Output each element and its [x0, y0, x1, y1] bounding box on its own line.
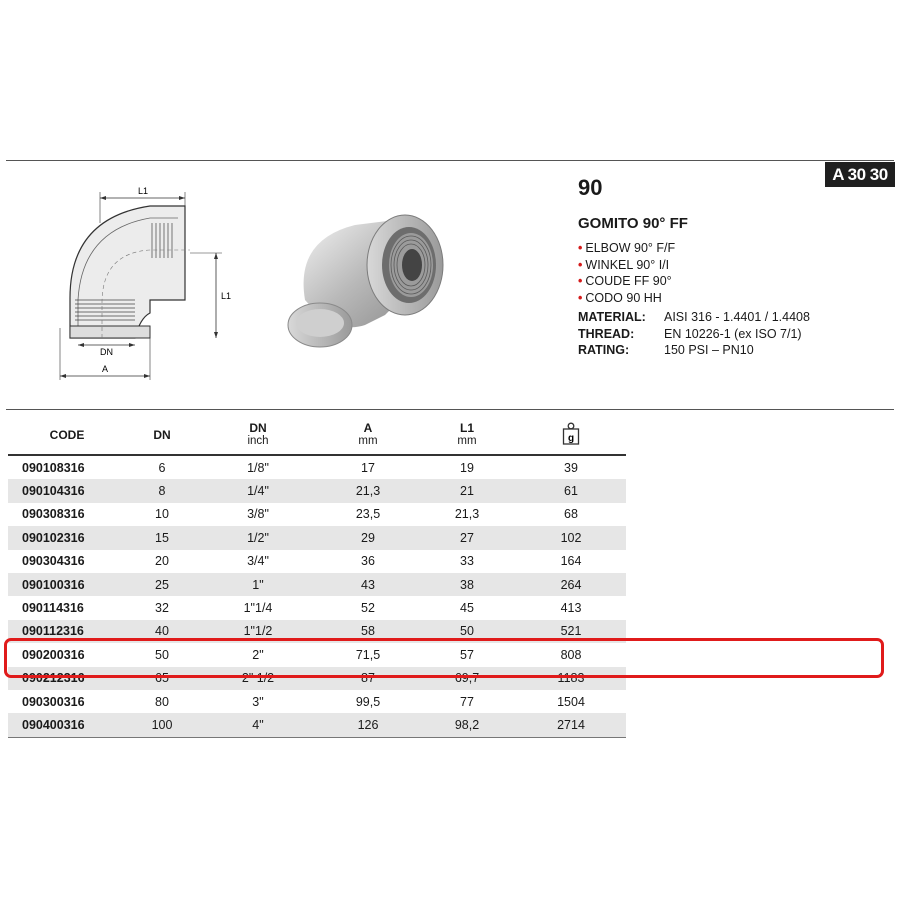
catalog-badge: A 30 30 — [825, 162, 895, 187]
table-cell: 52 — [361, 601, 375, 616]
col-header-a: A mm — [318, 416, 418, 455]
weight-unit: g — [567, 432, 575, 444]
cell-code: 090104316 — [22, 484, 85, 499]
table-cell: 1" — [252, 577, 264, 592]
table-cell: 98,2 — [418, 713, 516, 737]
col-header-dn: DN — [126, 416, 198, 455]
bullet-icon: • — [578, 257, 583, 272]
table-cell: 50 — [155, 647, 169, 662]
weight-icon — [562, 422, 580, 446]
table-cell: 264 — [560, 577, 582, 592]
bullet-icon: • — [578, 290, 583, 305]
cell-code: 090102316 — [22, 530, 85, 545]
cell-code: 090114316 — [22, 601, 84, 616]
table-cell: 102 — [560, 530, 582, 545]
col-header-l1: L1 mm — [418, 416, 516, 455]
table-cell: 21,3 — [355, 484, 381, 499]
table-cell: 27 — [460, 530, 474, 545]
table-cell: 23,5 — [355, 507, 381, 522]
product-name-es: • CODO 90 HH — [578, 290, 662, 305]
table-cell: 39 — [564, 460, 578, 475]
cell-code: 090108316 — [22, 460, 85, 475]
col-header-weight — [516, 416, 626, 455]
table-cell: 36 — [361, 554, 375, 569]
table-cell: 21,3 — [454, 507, 480, 522]
product-name-en: • ELBOW 90° F/F — [578, 241, 676, 255]
dim-dn: DN — [100, 347, 113, 357]
dim-l1-top: L1 — [138, 186, 149, 196]
table-cell: 8 — [158, 484, 166, 499]
table-header-row — [8, 416, 626, 455]
table-cell: 1504 — [557, 694, 585, 709]
table-cell: 1"1/4 — [243, 601, 273, 616]
table-row — [8, 573, 626, 596]
spec-list — [578, 309, 810, 359]
table-cell: 80 — [155, 694, 169, 709]
cell-code: 090304316 — [22, 554, 85, 569]
cell-code: 090300316 — [22, 694, 85, 709]
spec-material: MATERIAL: AISI 316 - 1.4401 / 1.4408 — [578, 310, 810, 324]
table-cell: 99,5 — [355, 694, 381, 709]
table-cell: 21 — [460, 484, 474, 499]
dim-a: A — [102, 364, 109, 374]
table-cell: 25 — [155, 577, 169, 592]
product-name-fr: • COUDE FF 90° — [578, 274, 672, 288]
spec-rating: RATING: 150 PSI – PN10 — [578, 343, 754, 357]
cell-code: 090212316 — [22, 671, 85, 686]
table-cell: 6 — [158, 460, 166, 475]
dimensions-table — [8, 416, 626, 738]
table-cell: 33 — [460, 554, 474, 569]
cell-code: 090100316 — [22, 577, 85, 592]
product-photo — [275, 205, 455, 365]
table-cell: 3/8" — [247, 507, 269, 522]
table-row — [8, 479, 626, 502]
bullet-icon: • — [578, 274, 583, 288]
table-cell: 32 — [155, 601, 169, 616]
product-title: GOMITO 90° FF — [578, 215, 688, 232]
table-cell: 2" 1/2 — [241, 671, 275, 686]
cell-code: 090308316 — [22, 507, 85, 522]
table-cell: 19 — [460, 460, 474, 475]
table-cell: 45 — [460, 601, 474, 616]
table-cell: 1/4" — [247, 484, 269, 499]
table-row — [8, 596, 626, 619]
product-code: 90 — [578, 175, 603, 200]
table-cell: 1/2" — [247, 530, 269, 545]
table-cell: 126 — [318, 713, 418, 737]
table-cell: 1"1/2 — [243, 624, 273, 639]
table-cell: 4" — [198, 713, 318, 737]
table-row — [8, 550, 626, 573]
table-cell: 3" — [252, 694, 264, 709]
table-cell: 68 — [564, 507, 578, 522]
table-cell: 29 — [361, 530, 375, 545]
highlight-box — [4, 638, 884, 678]
table-cell: 2" — [252, 647, 264, 662]
table-cell: 61 — [564, 484, 578, 499]
table-cell: 77 — [460, 694, 474, 709]
table-cell: 808 — [560, 647, 582, 662]
table-row — [8, 526, 626, 549]
table-cell: 40 — [155, 624, 169, 639]
table-row — [8, 713, 626, 737]
table-row — [8, 503, 626, 526]
cell-code: 090200316 — [22, 647, 85, 662]
table-cell: 521 — [560, 624, 582, 639]
technical-drawing — [40, 178, 240, 388]
product-name-de: • WINKEL 90° I/I — [578, 257, 670, 272]
table-cell: 1/8" — [247, 460, 269, 475]
table-cell: 71,5 — [355, 647, 381, 662]
bullet-icon: • — [578, 241, 583, 255]
table-cell: 164 — [560, 554, 582, 569]
table-cell: 43 — [361, 577, 375, 592]
table-cell: 413 — [560, 601, 582, 616]
col-header-code: CODE — [8, 416, 126, 455]
section-rule — [6, 409, 894, 410]
table-cell: 65 — [155, 671, 169, 686]
col-header-dn-inch: DN inch — [198, 416, 318, 455]
cell-code: 090400316 — [8, 713, 126, 737]
table-cell: 3/4" — [247, 554, 269, 569]
table-cell: 58 — [361, 624, 375, 639]
table-cell: 50 — [460, 624, 474, 639]
table-cell: 15 — [155, 530, 169, 545]
cell-code: 090112316 — [22, 624, 84, 639]
top-rule — [6, 160, 894, 161]
table-cell: 87 — [361, 671, 375, 686]
table-cell: 38 — [460, 577, 474, 592]
table-body — [8, 455, 626, 737]
product-names-list — [578, 240, 675, 306]
table-cell: 10 — [155, 507, 169, 522]
table-row — [8, 690, 626, 713]
table-cell: 100 — [126, 713, 198, 737]
dim-l1-side: L1 — [221, 291, 232, 301]
table-cell: 17 — [361, 460, 375, 475]
table-cell: 1183 — [557, 671, 585, 686]
table-cell: 2714 — [516, 713, 626, 737]
spec-thread: THREAD: EN 10226-1 (ex ISO 7/1) — [578, 326, 802, 341]
table-cell: 20 — [155, 554, 169, 569]
table-cell: 69,7 — [454, 671, 480, 686]
table-row — [8, 455, 626, 479]
table-cell: 57 — [460, 647, 474, 662]
